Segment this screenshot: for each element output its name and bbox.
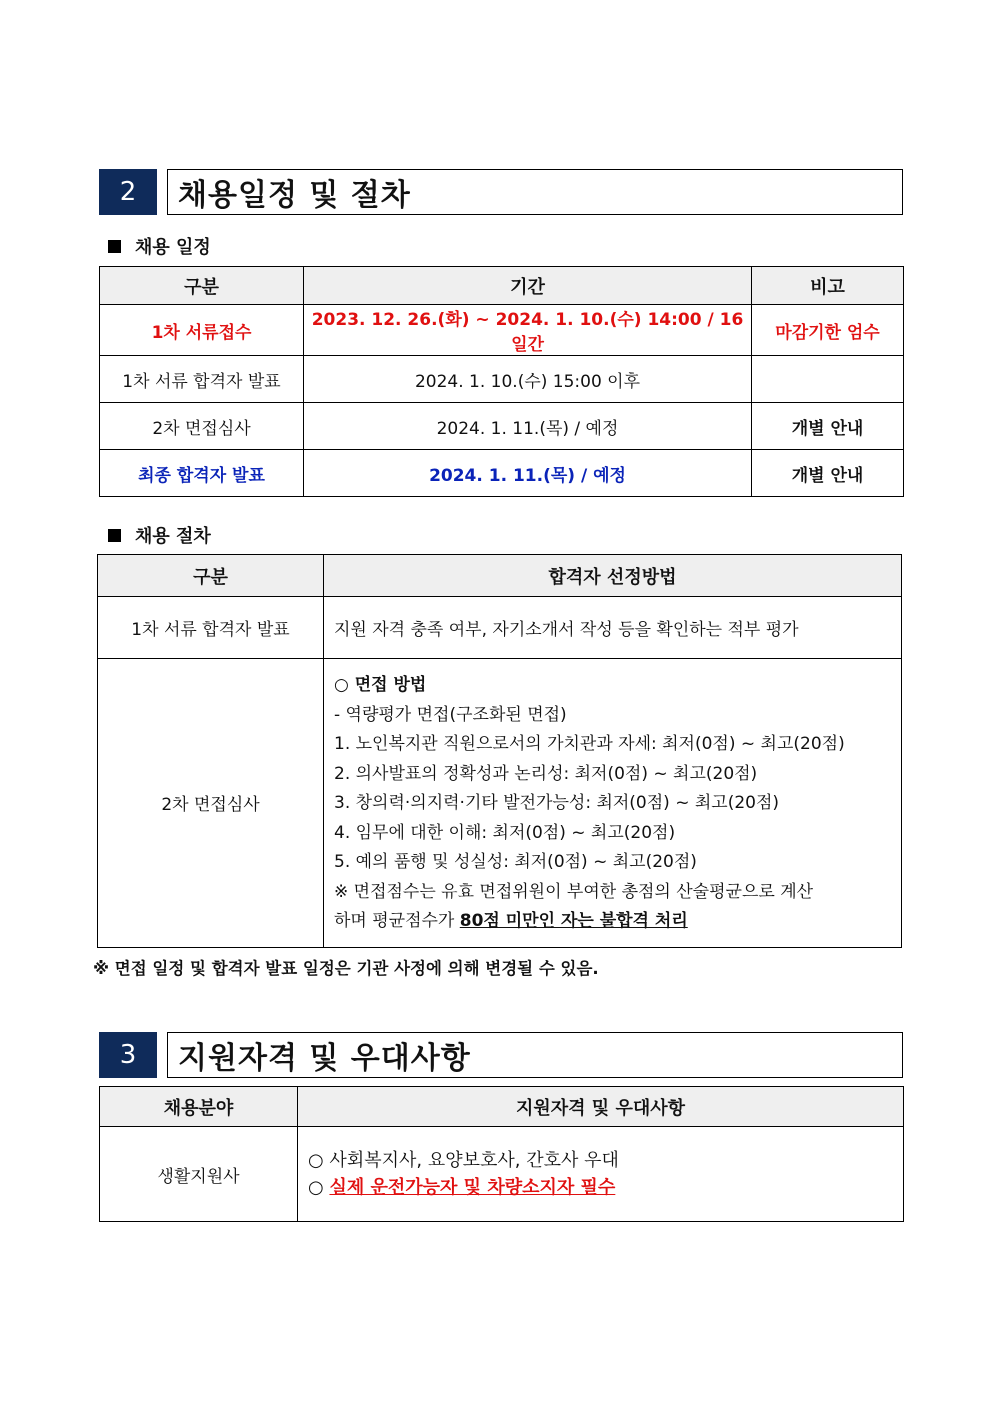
schedule-heading-text: 채용 일정 [135,237,211,258]
column-header: 구분 [98,555,324,597]
section-3-header [99,1032,903,1078]
column-header: 합격자 선정방법 [324,555,902,597]
interview-note: ※ 면접점수는 유효 면접위원이 부여한 총점의 산술평균으로 계산 [334,881,814,902]
schedule-change-footnote: ※ 면접 일정 및 합격자 발표 일정은 기관 사정에 의해 변경될 수 있음. [93,959,599,978]
table-cell: 최종 합격자 발표 [100,450,304,497]
section-title: 채용일정 및 절차 [167,169,903,215]
fail-condition-emphasis: 80점 미만인 자는 불합격 처리 [459,911,688,931]
procedure-heading-text: 채용 절차 [135,526,211,547]
procedure-heading [108,522,211,548]
table-row [100,356,904,403]
interview-method-cell [324,659,902,948]
table-cell [752,356,904,403]
schedule-heading [108,233,211,259]
table-row [98,597,902,659]
interview-title: ○ 면접 방법 [334,675,427,695]
qualification-item: ○ 사회복지사, 요양보호사, 간호사 우대 [308,1150,619,1171]
interview-line: 4. 임무에 대한 이해: 최저(0점) ~ 최고(20점) [334,822,676,843]
circle-bullet: ○ [308,1177,330,1198]
note-prefix: 하며 평균점수가 [334,911,460,931]
table-cell: 1차 서류 합격자 발표 [98,597,324,659]
qualification-item-required [308,1174,903,1201]
table-row [100,450,904,497]
column-header: 구분 [100,267,304,305]
column-header: 채용분야 [100,1087,298,1127]
procedure-table [97,554,902,948]
table-row [100,305,904,356]
qualification-table [99,1086,904,1222]
table-cell: 2차 면접심사 [100,403,304,450]
table-header-row [98,555,902,597]
table-cell: 2차 면접심사 [98,659,324,948]
table-cell: 2024. 1. 10.(수) 15:00 이후 [304,356,752,403]
table-cell: 1차 서류 합격자 발표 [100,356,304,403]
table-cell: 2024. 1. 11.(목) / 예정 [304,403,752,450]
table-cell: 생활지원사 [100,1127,298,1222]
table-cell: 마감기한 엄수 [752,305,904,356]
column-header: 지원자격 및 우대사항 [298,1087,904,1127]
table-cell: 2023. 12. 26.(화) ~ 2024. 1. 10.(수) 14:00 / 16일간 [304,305,752,356]
table-cell: 개별 안내 [752,403,904,450]
table-header-row [100,267,904,305]
column-header: 기간 [304,267,752,305]
section-title: 지원자격 및 우대사항 [167,1032,903,1078]
interview-line: 2. 의사발표의 정확성과 논리성: 최저(0점) ~ 최고(20점) [334,763,758,784]
table-header-row [100,1087,904,1127]
table-cell: 지원 자격 충족 여부, 자기소개서 작성 등을 확인하는 적부 평가 [324,597,902,659]
interview-line: 1. 노인복지관 직원으로서의 가치관과 자세: 최저(0점) ~ 최고(20점) [334,734,845,754]
table-cell: 2024. 1. 11.(목) / 예정 [304,450,752,497]
interview-line: 3. 창의력·의지력·기타 발전가능성: 최저(0점) ~ 최고(20점) [334,793,780,813]
column-header: 비고 [752,267,904,305]
required-condition: 실제 운전가능자 및 차량소지자 필수 [329,1177,616,1198]
table-row [100,1127,904,1222]
table-cell: 1차 서류접수 [100,305,304,356]
interview-line: 5. 예의 품행 및 성실성: 최저(0점) ~ 최고(20점) [334,852,697,872]
table-row [98,659,902,948]
section-2-header [99,169,903,215]
square-bullet-icon [108,240,121,253]
table-row [100,403,904,450]
square-bullet-icon [108,529,121,542]
section-number: 2 [99,169,157,215]
qualification-cell [298,1127,904,1222]
table-cell: 개별 안내 [752,450,904,497]
interview-note-line2 [334,907,893,937]
section-number: 3 [99,1032,157,1078]
interview-line: - 역량평가 면접(구조화된 면접) [334,704,567,725]
schedule-table [99,266,904,497]
